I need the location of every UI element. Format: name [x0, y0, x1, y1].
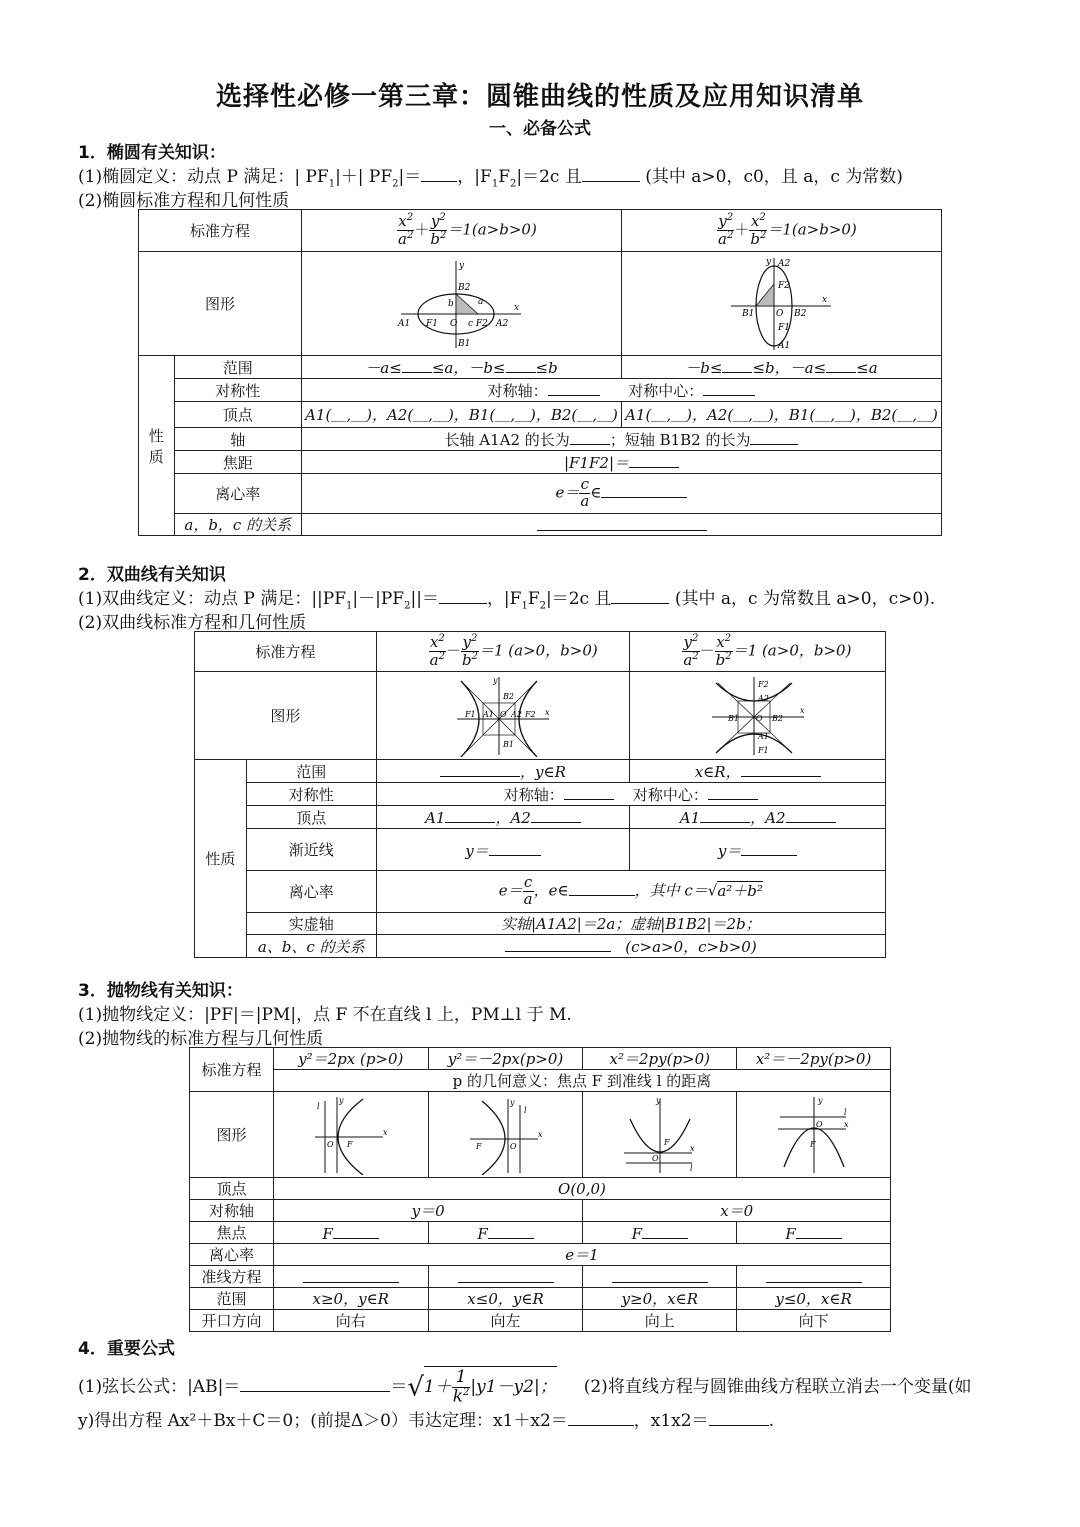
ellipse-symmetry-label: 对称性 — [174, 379, 301, 402]
svg-text:O: O — [499, 709, 507, 719]
hyperbola-heading: 2．双曲线有关知识 — [78, 565, 226, 585]
hyperbola-asym-vertical: y＝ — [630, 829, 886, 871]
parabola-std-eq-label: 标准方程 — [190, 1048, 274, 1092]
parabola-focus-2: F — [428, 1222, 583, 1244]
svg-text:A2: A2 — [496, 318, 509, 329]
svg-text:l: l — [523, 1105, 527, 1115]
parabola-focus-label: 焦点 — [190, 1222, 274, 1244]
svg-text:l: l — [843, 1107, 847, 1117]
svg-text:x: x — [799, 705, 805, 715]
svg-text:B1: B1 — [458, 338, 471, 349]
ellipse-ecc-value: e＝ $\frac{c}{a}$ ∈ — [302, 474, 942, 514]
hyperbola-figure-vertical — [630, 672, 886, 760]
ellipse-ecc-label: 离心率 — [174, 474, 301, 514]
hyperbola-figure-label: 图形 — [195, 672, 377, 760]
parabola-ecc-value: e＝1 — [273, 1244, 890, 1266]
hyperbola-figure-horizontal — [376, 672, 630, 760]
parabola-vertex-value: O(0,0) — [273, 1178, 890, 1200]
svg-text:O: O — [450, 318, 458, 329]
ellipse-vertex-vertical: A1(＿,＿)，A2(＿,＿)，B1(＿,＿)，B2(＿,＿) — [621, 402, 941, 428]
ellipse-table — [138, 209, 942, 536]
hyperbola-range-horizontal: ，y∈R — [376, 760, 630, 783]
ellipse-axis-value: 长轴 A1A2 的长为 ；短轴 B1B2 的长为 — [302, 428, 942, 451]
blank — [421, 165, 457, 182]
parabola-sym-y: y＝0 — [273, 1200, 583, 1222]
svg-text:y: y — [338, 1095, 344, 1105]
section-subtitle: 一、必备公式 — [489, 119, 591, 139]
svg-text:b: b — [448, 298, 455, 309]
hyperbola-eq-vertical: $\frac{y^2}{a^2}$ － $\frac{x^2}{b^2}$ ＝1 (a>0，b>0) — [630, 632, 886, 672]
ellipse-figure-label: 图形 — [139, 252, 302, 356]
parabola-range-1: x≥0，y∈R — [273, 1288, 428, 1310]
svg-text:x: x — [689, 1143, 695, 1153]
svg-text:A1: A1 — [398, 318, 411, 329]
hyperbola-range-vertical: x∈R， — [630, 760, 886, 783]
ellipse-figure-vertical — [621, 252, 941, 356]
hyperbola-vertical-graph — [708, 675, 808, 757]
svg-text:a: a — [478, 296, 484, 307]
svg-text:F: F — [346, 1139, 353, 1149]
svg-text:F1: F1 — [464, 709, 476, 719]
parabola-figure-label: 图形 — [190, 1092, 274, 1178]
ellipse-focal-label: 焦距 — [174, 451, 301, 474]
parabola-vertex-label: 顶点 — [190, 1178, 274, 1200]
hyperbola-subheading: (2)双曲线标准方程和几何性质 — [78, 613, 307, 633]
parabola-left-graph — [466, 1095, 546, 1175]
svg-text:A1: A1 — [482, 709, 494, 719]
parabola-definition: (1)抛物线定义：|PF|＝|PM|，点 F 不在直线 l 上，PM⊥l 于 M. — [78, 1005, 572, 1025]
parabola-p-meaning: p 的几何意义：焦点 F 到准线 l 的距离 — [273, 1070, 890, 1092]
parabola-subheading: (2)抛物线的标准方程与几何性质 — [78, 1029, 324, 1049]
ellipse-props-label: 性质 — [139, 356, 175, 536]
svg-text:x: x — [537, 1129, 543, 1139]
hyperbola-ecc-label: 离心率 — [246, 871, 376, 913]
vieta-line: y)得出方程 Ax²＋Bx＋C＝0；(前提Δ＞0）韦达定理：x1＋x2＝ ，x1x2＝ . — [78, 1411, 774, 1431]
parabola-figure-1 — [273, 1092, 428, 1178]
svg-text:x: x — [822, 294, 828, 305]
parabola-range-3: y≥0，x∈R — [583, 1288, 737, 1310]
ellipse-symmetry-value: 对称轴： 对称中心： — [302, 379, 942, 402]
hyperbola-horizontal-graph — [453, 675, 553, 757]
parabola-figure-4 — [737, 1092, 891, 1178]
parabola-range-label: 范围 — [190, 1288, 274, 1310]
svg-text:A2: A2 — [757, 693, 769, 703]
hyperbola-axes-label: 实虚轴 — [246, 913, 376, 935]
ellipse-heading: 1．椭圆有关知识： — [78, 143, 226, 163]
parabola-directrix-3 — [583, 1266, 737, 1288]
svg-text:F: F — [663, 1137, 670, 1147]
parabola-directrix-1 — [273, 1266, 428, 1288]
hyperbola-asym-horizontal: y＝ — [376, 829, 630, 871]
parabola-figure-2 — [428, 1092, 583, 1178]
hyperbola-vertex-label: 顶点 — [246, 806, 376, 829]
svg-text:F: F — [475, 1141, 482, 1151]
ellipse-vertex-label: 顶点 — [174, 402, 301, 428]
svg-text:F2: F2 — [778, 280, 791, 291]
parabola-heading: 3．抛物线有关知识： — [78, 981, 243, 1001]
ellipse-figure-horizontal — [302, 252, 622, 356]
svg-text:y: y — [766, 256, 772, 267]
parabola-up-graph — [620, 1095, 700, 1175]
hyperbola-symmetry-label: 对称性 — [246, 783, 376, 806]
svg-text:y: y — [509, 1097, 515, 1107]
parabola-directrix-2 — [428, 1266, 583, 1288]
parabola-eq-3: x²＝2py(p>0) — [583, 1048, 737, 1070]
hyperbola-std-eq-label: 标准方程 — [195, 632, 377, 672]
parabola-sym-label: 对称轴 — [190, 1200, 274, 1222]
ellipse-horizontal-graph — [396, 256, 526, 352]
ellipse-subheading: (2)椭圆标准方程和几何性质 — [78, 191, 290, 211]
svg-text:y: y — [817, 1095, 823, 1105]
parabola-table — [189, 1047, 891, 1332]
ellipse-vertex-horizontal: A1(＿,＿)，A2(＿,＿)，B1(＿,＿)，B2(＿,＿) — [302, 402, 622, 428]
svg-text:O: O — [651, 1153, 659, 1163]
hyperbola-table — [194, 631, 886, 958]
parabola-ecc-label: 离心率 — [190, 1244, 274, 1266]
svg-text:F2: F2 — [757, 679, 769, 689]
parabola-open-3: 向上 — [583, 1310, 737, 1332]
svg-text:O: O — [509, 1141, 517, 1151]
svg-text:A2: A2 — [778, 258, 791, 269]
svg-text:F: F — [809, 1139, 816, 1149]
svg-text:y: y — [459, 260, 465, 271]
svg-text:B2: B2 — [502, 691, 514, 701]
svg-text:B2: B2 — [458, 282, 471, 293]
svg-text:F1: F1 — [778, 322, 791, 333]
hyperbola-range-label: 范围 — [246, 760, 376, 783]
parabola-down-graph — [774, 1095, 854, 1175]
page-title: 选择性必修一第三章：圆锥曲线的性质及应用知识清单 — [215, 82, 864, 112]
parabola-range-2: x≤0，y∈R — [428, 1288, 583, 1310]
parabola-sym-x: x＝0 — [583, 1200, 891, 1222]
svg-text:x: x — [514, 302, 520, 313]
parabola-focus-4: F — [737, 1222, 891, 1244]
parabola-directrix-label: 准线方程 — [190, 1266, 274, 1288]
ellipse-range-horizontal: －a≤ ≤a，－b≤ ≤b — [302, 356, 622, 379]
svg-text:y: y — [492, 675, 498, 685]
svg-text:x: x — [382, 1127, 388, 1137]
ellipse-focal-value: |F1F2|＝ — [302, 451, 942, 474]
svg-text:O: O — [326, 1139, 334, 1149]
hyperbola-abc-value: (c>a>0，c>b>0) — [376, 935, 885, 958]
svg-text:A1: A1 — [778, 340, 791, 351]
parabola-open-2: 向左 — [428, 1310, 583, 1332]
svg-text:y: y — [655, 1095, 661, 1105]
chord-length-formula: (1)弦长公式：|AB|＝ ＝√1＋ $\frac{1}{k^2}$ |y1－y2|； (2)将直线方程与圆锥曲线方程联立消去一个变量(如 — [78, 1367, 972, 1407]
ellipse-definition: (1)椭圆定义：动点 P 满足：| $PF_1|+|$ $PF_2|=$ ，$|F_1F_2|=2c$ 且 (其中 a>0，c0，且 a，c 为常数) — [78, 167, 903, 190]
svg-text:x: x — [843, 1119, 849, 1129]
svg-text:l: l — [689, 1163, 693, 1173]
ellipse-std-eq-label: 标准方程 — [139, 210, 302, 252]
parabola-eq-2: y²＝－2px(p>0) — [428, 1048, 583, 1070]
svg-text:A2: A2 — [510, 709, 522, 719]
svg-text:F2: F2 — [524, 709, 536, 719]
ellipse-eq-horizontal: $\frac{x^2}{a^2}$ ＋ $\frac{y^2}{b^2}$ ＝1(a>b>0) — [302, 210, 622, 252]
svg-text:x: x — [544, 707, 550, 717]
hyperbola-ecc-value: e＝ $\frac{c}{a}$ ，e∈ ，其中 c＝√a²＋b² — [376, 871, 885, 913]
svg-text:B1: B1 — [502, 739, 514, 749]
ellipse-range-vertical: －b≤ ≤b，－a≤ ≤a — [621, 356, 941, 379]
svg-text:A1: A1 — [757, 731, 769, 741]
ellipse-axis-label: 轴 — [174, 428, 301, 451]
parabola-directrix-4 — [737, 1266, 891, 1288]
svg-text:O: O — [776, 308, 784, 319]
svg-text:O: O — [815, 1119, 823, 1129]
hyperbola-vertex-vertical: A1 ，A2 — [630, 806, 886, 829]
svg-text:c F2: c F2 — [468, 318, 489, 329]
parabola-eq-4: x²＝－2py(p>0) — [737, 1048, 891, 1070]
ellipse-range-label: 范围 — [174, 356, 301, 379]
svg-text:l: l — [316, 1101, 320, 1111]
svg-text:O: O — [755, 713, 763, 723]
ellipse-eq-vertical: $\frac{y^2}{a^2}$ ＋ $\frac{x^2}{b^2}$ ＝1(a>b>0) — [621, 210, 941, 252]
hyperbola-asym-label: 渐近线 — [246, 829, 376, 871]
hyperbola-axes-value: 实轴|A1A2|＝2a；虚轴|B1B2|＝2b； — [376, 913, 885, 935]
parabola-open-1: 向右 — [273, 1310, 428, 1332]
svg-text:F1: F1 — [757, 745, 769, 755]
parabola-focus-3: F — [583, 1222, 737, 1244]
parabola-opening-label: 开口方向 — [190, 1310, 274, 1332]
hyperbola-definition: (1)双曲线定义：动点 P 满足：$||PF_1|-|PF_2||=$ ，$|F_1F_2|=2c$ 且 (其中 a，c 为常数且 a>0，c>0). — [78, 589, 936, 612]
ellipse-vertical-graph — [726, 256, 836, 352]
hyperbola-abc-label: a、b、c 的关系 — [246, 935, 376, 958]
hyperbola-vertex-horizontal: A1 ，A2 — [376, 806, 630, 829]
blank — [582, 165, 640, 182]
hyperbola-eq-horizontal: $\frac{x^2}{a^2}$ － $\frac{y^2}{b^2}$ ＝1 (a>0，b>0) — [376, 632, 630, 672]
parabola-open-4: 向下 — [737, 1310, 891, 1332]
parabola-focus-1: F — [273, 1222, 428, 1244]
svg-text:B1: B1 — [742, 308, 755, 319]
parabola-figure-3 — [583, 1092, 737, 1178]
svg-text:F1: F1 — [426, 318, 439, 329]
svg-text:B2: B2 — [794, 308, 807, 319]
hyperbola-props-label: 性质 — [195, 760, 247, 958]
parabola-eq-1: y²＝2px (p>0) — [273, 1048, 428, 1070]
ellipse-abc-value — [302, 514, 942, 536]
ellipse-abc-label: a，b，c 的关系 — [174, 514, 301, 536]
parabola-range-4: y≤0，x∈R — [737, 1288, 891, 1310]
svg-text:B2: B2 — [771, 713, 783, 723]
formulas-heading: 4．重要公式 — [78, 1339, 175, 1359]
hyperbola-symmetry-value: 对称轴： 对称中心： — [376, 783, 885, 806]
parabola-right-graph — [311, 1095, 391, 1175]
svg-text:B1: B1 — [727, 713, 739, 723]
